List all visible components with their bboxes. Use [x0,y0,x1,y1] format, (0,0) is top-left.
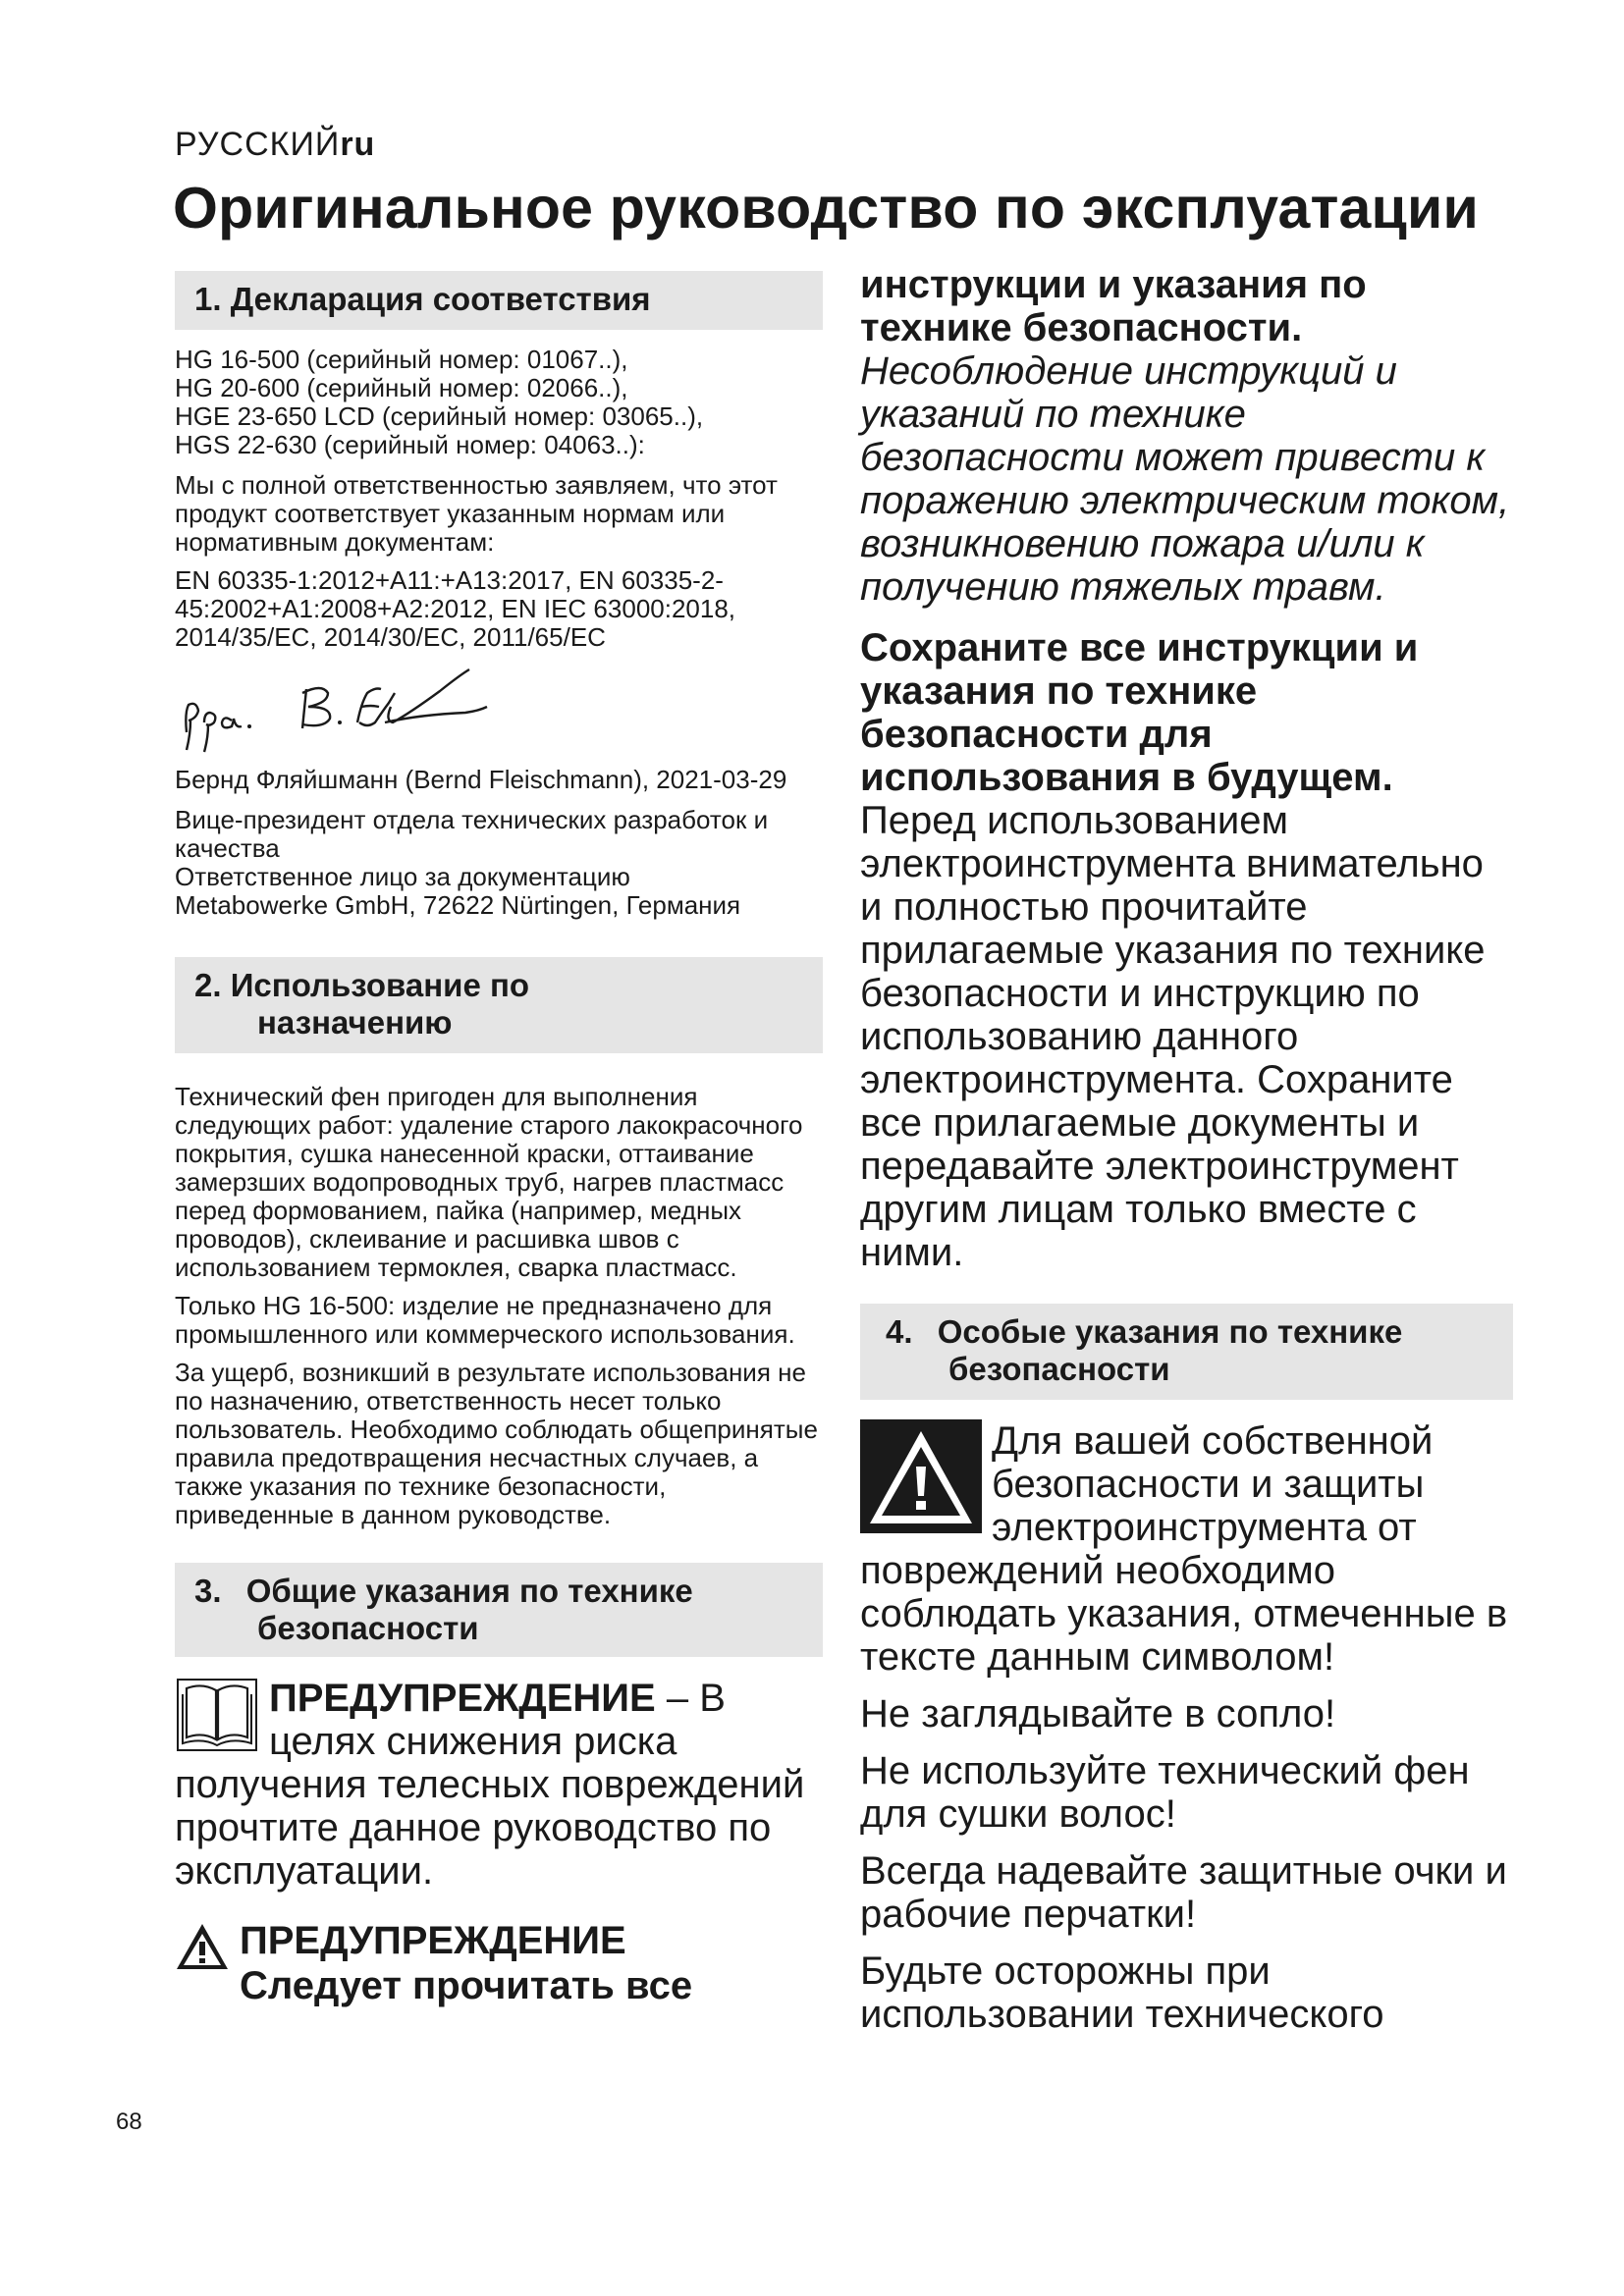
safety-note: Всегда надевайте защитные очки и рабочие перчатки! [860,1849,1507,1936]
left-column [175,271,823,2008]
model-line: HG 16-500 (серийный номер: 01067..), [175,345,628,374]
page-title: Оригинальное руководство по эксплуатации [173,176,1479,240]
usage-paragraph: Технический фен пригоден для выполнения следующих работ: удаление старого лакокрасочного покрытия, сушка нанесенной краски, оттаивание замерзших водопроводных труб, нагрев пластмасс перед формованием, пайка (например, медных проводов), склеивание и расшивка швов с использованием термоклея, сварка пластмасс. [175,1082,803,1282]
warning-read-manual: ПРЕДУПРЕЖДЕНИЕ – В целях снижения риска получения телесных повреждений прочтите данное руководство по эксплуатации. [175,1677,805,1893]
special-safety-symbol-note: Для вашей собственной безопасности и защиты электроинструмента от повреждений необходимо соблюдать указания, отмеченные в тексте данным символом! [860,1419,1508,1679]
instructions-continuation: инструкции и указания по технике безопасности. [860,263,1367,349]
noncompliance-warning: Несоблюдение инструкций и указаний по технике безопасности может привести к поражению электрическим током, возникновению пожара и/или к получению тяжелых травм. [860,349,1510,609]
safety-note: Будьте осторожны при использовании технического [860,1949,1384,2036]
warning-read-all: ПРЕДУПРЕЖДЕНИЕ Следует прочитать все [175,1918,823,2008]
safety-note: Не используйте технический фен для сушки волос! [860,1749,1470,1836]
section3-heading: 3. Общие указания по технике безопасности [175,1563,823,1657]
model-line: HGE 23-650 LCD (серийный номер: 03065..), [175,401,704,431]
page-number: 68 [116,2109,142,2135]
declaration-text: Мы с полной ответственностью заявляем, что этот продукт соответствует указанным нормам или нормативным документам: [175,470,778,557]
model-line: HG 20-600 (серийный номер: 02066..), [175,373,628,402]
right-column [860,263,1513,2036]
models-list [175,346,823,459]
section4-heading: 4. Особые указания по технике безопасности [860,1304,1513,1400]
responsible-label: Ответственное лицо за документацию [175,862,630,891]
save-instructions-heading: Сохраните все инструкции и указания по технике безопасности для использования в будущем. [860,626,1419,799]
book-icon [175,1677,259,1755]
usage-restriction: Только HG 16-500: изделие не предназначено для промышленного или коммерческого использования. [175,1291,795,1349]
signature-image [175,664,499,757]
signer-role: Вице-президент отдела технических разработок и качества [175,805,769,863]
save-instructions-text: Перед использованием электроинструмента внимательно и полностью прочитайте прилагаемые указания по технике безопасности и инструкцию по использованию данного электроинструмента. Сохраните все прилагаемые документы и передавайте электроинструмент другим лицам только вместе с ними. [860,799,1486,1274]
section2-heading: 2. Использование по назначению [175,957,823,1053]
warning-triangle-icon [860,1419,982,1533]
safety-note: Не заглядывайте в сопло! [860,1692,1336,1735]
company-address: Metabowerke GmbH, 72622 Nürtingen, Германия [175,890,741,920]
model-line: HGS 22-630 (серийный номер: 04063..): [175,430,645,459]
signer-name: Бернд Фляйшманн (Bernd Fleischmann), 2021-03-29 [175,765,787,794]
language-label: РУССКИЙru [175,126,376,163]
section1-heading: 1. Декларация соответствия [175,271,823,330]
warning-triangle-icon [175,1922,230,1971]
standards-text: EN 60335-1:2012+A11:+A13:2017, EN 60335-2-45:2002+A1:2008+A2:2012, EN IEC 63000:2018, 2014/35/EC, 2014/30/EC, 2011/65/EC [175,565,736,652]
liability-paragraph: За ущерб, возникший в результате использования не по назначению, ответственность несет только пользователь. Необходимо соблюдать общепринятые правила предотвращения несчастных случаев, а также указания по технике безопасности, приведенные в данном руководстве. [175,1358,818,1529]
